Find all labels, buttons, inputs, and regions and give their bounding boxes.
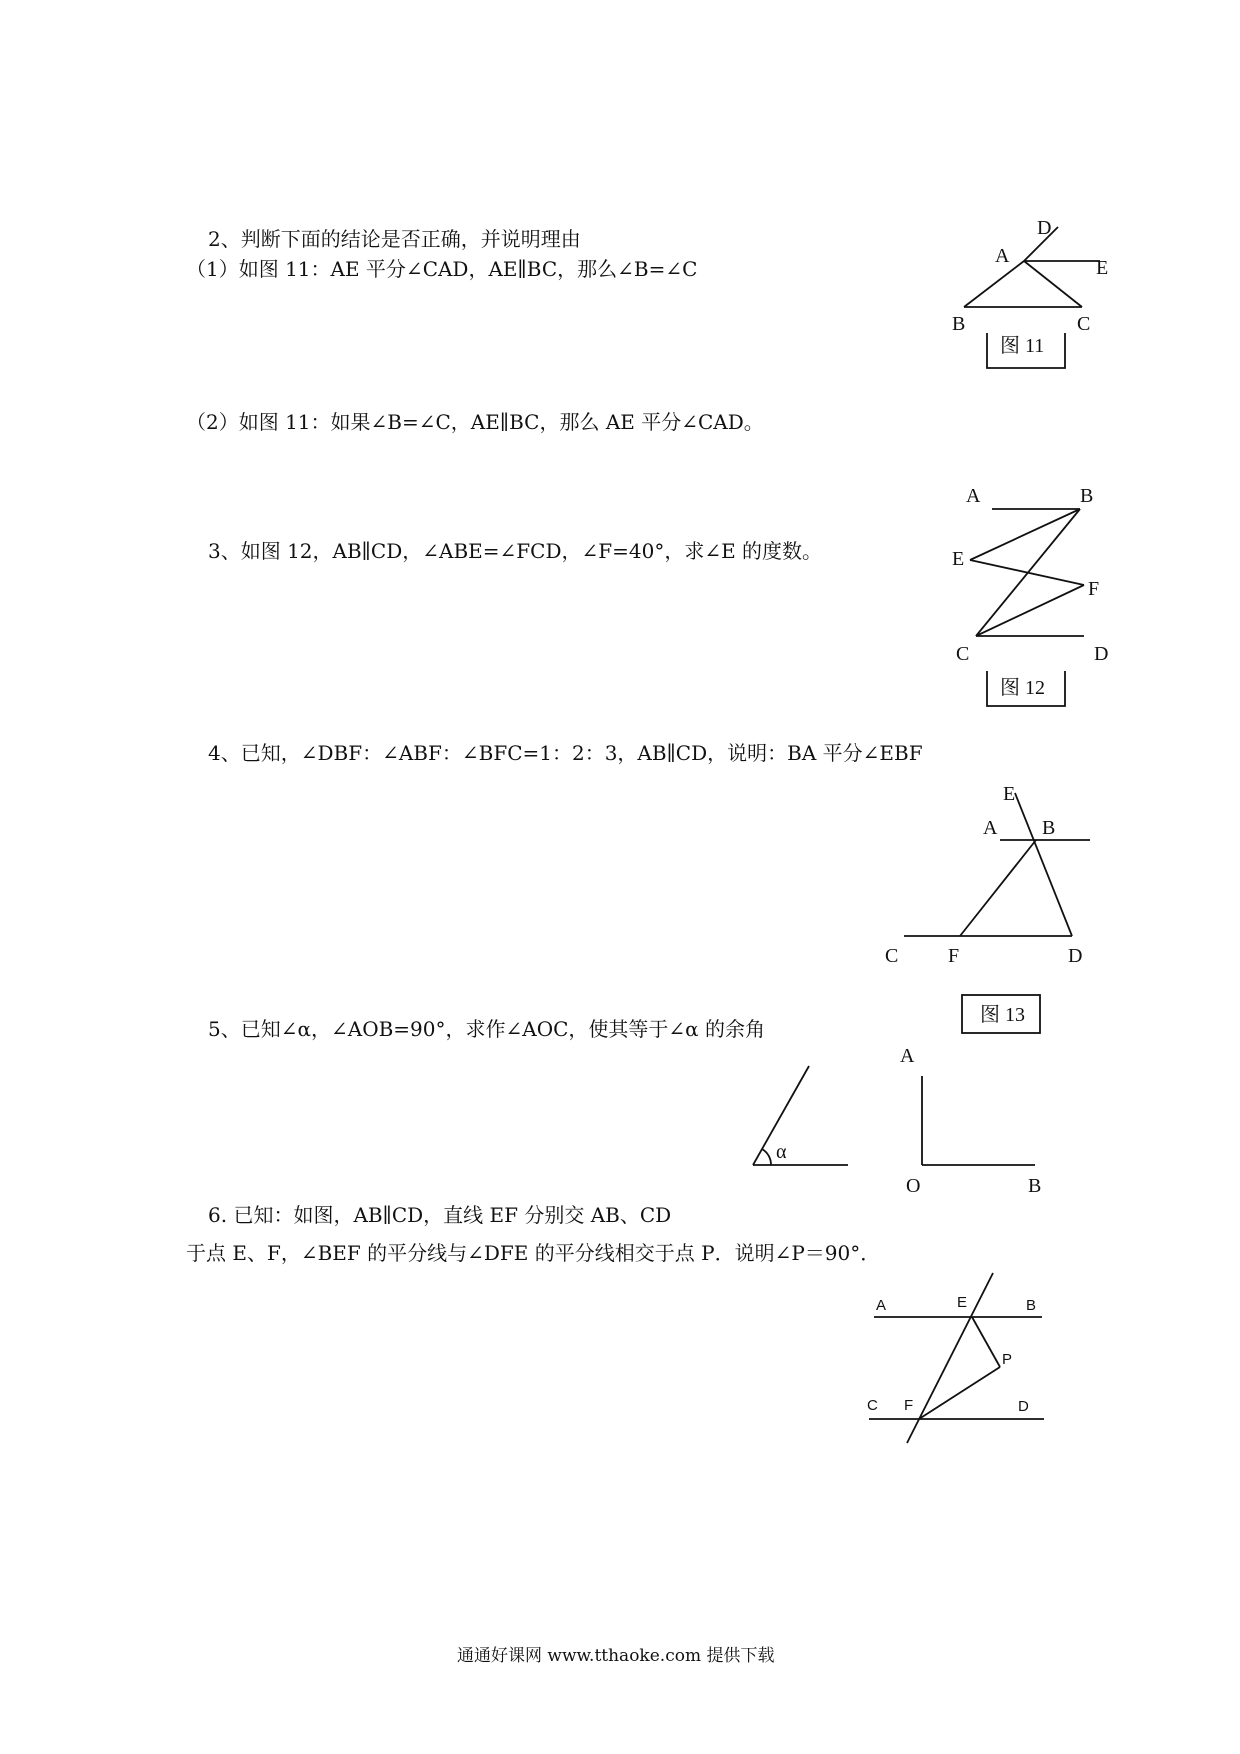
problem-3: 3、如图 12，AB∥CD，∠ABE=∠FCD，∠F=40°，求∠E 的度数。 [208, 539, 823, 563]
problem-2-part-1: （1）如图 11：AE 平分∠CAD，AE∥BC，那么∠B=∠C [186, 257, 698, 281]
fig12-label-c: C [956, 643, 970, 665]
problem-4: 4、已知，∠DBF：∠ABF：∠BFC=1：2：3，AB∥CD，说明：BA 平分∠EBF [208, 741, 923, 765]
fig6-label-p: P [1002, 1351, 1013, 1368]
fig12-segment-be [970, 509, 1080, 560]
fig11-label-a: A [995, 245, 1010, 267]
problem-2-part-2: （2）如图 11：如果∠B=∠C，AE∥BC，那么 AE 平分∠CAD。 [186, 410, 764, 434]
aob-label-b: B [1028, 1175, 1042, 1197]
fig13-label-c: C [885, 945, 899, 967]
fig6-label-a: A [876, 1297, 887, 1314]
fig13-caption: 图 13 [980, 1004, 1025, 1026]
figure-angle-aob [922, 1076, 1035, 1165]
fig11-label-b: B [952, 313, 966, 335]
fig11-label-d: D [1037, 217, 1052, 239]
fig12-label-b: B [1080, 485, 1094, 507]
fig12-caption: 图 12 [1000, 677, 1045, 699]
fig13-label-e: E [1003, 783, 1016, 805]
problem-2-title: 2、判断下面的结论是否正确，并说明理由 [208, 227, 581, 251]
fig13-segment-ed [1015, 793, 1072, 936]
aob-label-a: A [900, 1045, 915, 1067]
fig11-caption: 图 11 [1000, 335, 1045, 357]
fig6-label-c: C [867, 1397, 878, 1414]
problem-6-line-2: 于点 E、F，∠BEF 的平分线与∠DFE 的平分线相交于点 P．说明∠P＝90°． [186, 1241, 881, 1265]
fig13-label-f: F [948, 945, 960, 967]
fig12-segment-fc [976, 585, 1084, 636]
fig11-segment-ac [1024, 261, 1082, 307]
fig12-segment-bc [976, 509, 1080, 636]
fig6-bisector-ep [972, 1317, 1000, 1367]
fig12-label-e: E [952, 548, 965, 570]
fig11-label-c: C [1077, 313, 1091, 335]
fig6-label-e: E [957, 1294, 968, 1311]
fig11-label-e: E [1096, 257, 1109, 279]
fig13-label-d: D [1068, 945, 1083, 967]
fig11-segment-ab [964, 261, 1024, 307]
fig6-label-f: F [904, 1397, 914, 1414]
fig12-label-f: F [1088, 578, 1100, 600]
alpha-arc [762, 1149, 771, 1165]
fig6-label-d: D [1018, 1398, 1029, 1415]
fig12-label-d: D [1094, 643, 1109, 665]
fig13-segment-bf [960, 840, 1036, 936]
fig13-label-b: B [1042, 817, 1056, 839]
figure-angle-alpha [753, 1066, 848, 1165]
fig6-bisector-fp [919, 1367, 1000, 1419]
fig13-label-a: A [983, 817, 998, 839]
fig6-label-b: B [1026, 1297, 1037, 1314]
aob-label-o: O [906, 1175, 921, 1197]
problem-6-line-1: 6. 已知：如图，AB∥CD，直线 EF 分别交 AB、CD [208, 1203, 672, 1227]
fig12-label-a: A [966, 485, 981, 507]
alpha-label: α [776, 1141, 787, 1163]
problem-5: 5、已知∠α，∠AOB=90°，求作∠AOC，使其等于∠α 的余角 [208, 1017, 766, 1041]
page-footer: 通通好课网 www.tthaoke.com 提供下载 [457, 1646, 775, 1666]
